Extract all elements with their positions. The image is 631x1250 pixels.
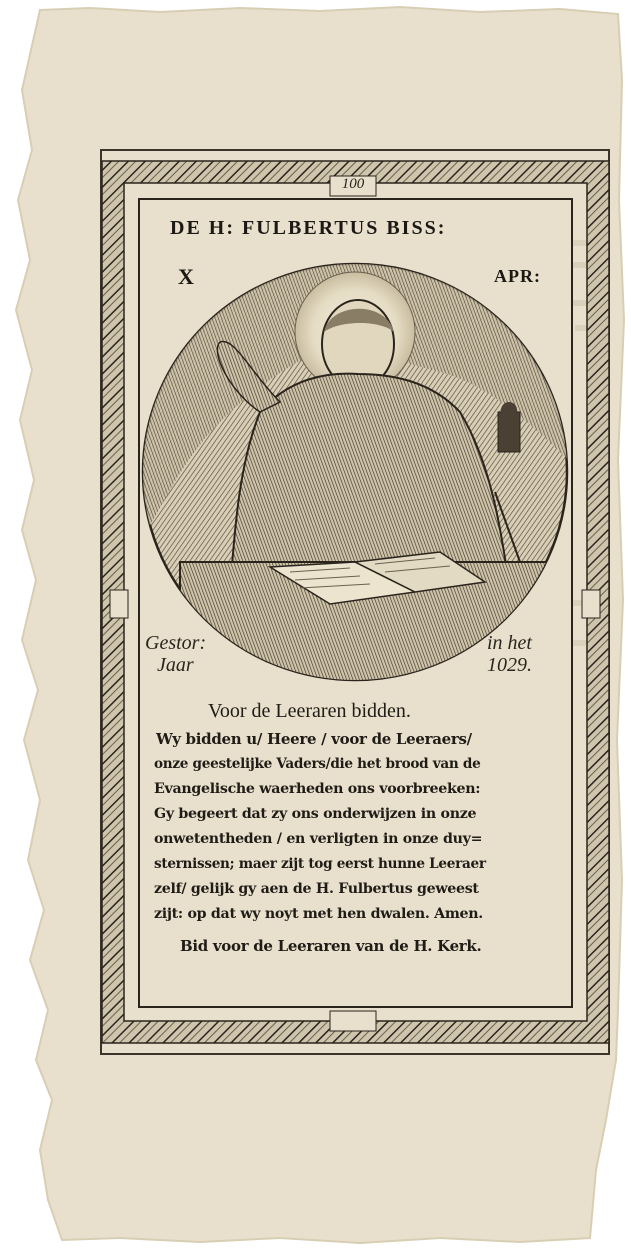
prayer-line: Gy begeert dat zy ons onderwijzen in onze bbox=[154, 806, 477, 822]
saint-portrait-medallion bbox=[140, 262, 570, 682]
page-number: 100 bbox=[341, 176, 365, 192]
death-caption-left-bottom: Jaar bbox=[157, 654, 194, 676]
prayer-line: zelf/ gelijk gy aen de H. Fulbertus geweest bbox=[154, 881, 479, 897]
prayer-line: zijt: op dat wy noyt met hen dwalen. Amen. bbox=[154, 906, 483, 922]
death-caption-right-top: in het bbox=[487, 632, 532, 654]
prayer-line: onze geestelijke Vaders/die het brood van de bbox=[154, 756, 481, 772]
death-caption-right-bottom: 1029. bbox=[487, 654, 532, 676]
feast-day: X bbox=[178, 264, 196, 289]
saint-name-heading: DE H: FULBERTUS BISS: bbox=[170, 217, 447, 239]
prayer-body bbox=[154, 727, 562, 927]
closing-line: Bid voor de Leeraren van de H. Kerk. bbox=[180, 937, 482, 955]
prayer-title: Voor de Leeraren bidden. bbox=[208, 700, 411, 722]
prayer-line: sternissen; maer zijt tog eerst hunne Leeraer bbox=[154, 856, 486, 872]
prayer-line: onwetentheden / en verligten in onze duy= bbox=[154, 831, 483, 847]
prayer-line: Wy bidden u/ Heere / voor de Leeraers/ bbox=[156, 730, 472, 748]
death-caption-left-top: Gestor: bbox=[145, 632, 207, 654]
feast-month: APR: bbox=[494, 266, 541, 286]
prayer-line: Evangelische waerheden ons voorbreeken: bbox=[154, 781, 481, 797]
